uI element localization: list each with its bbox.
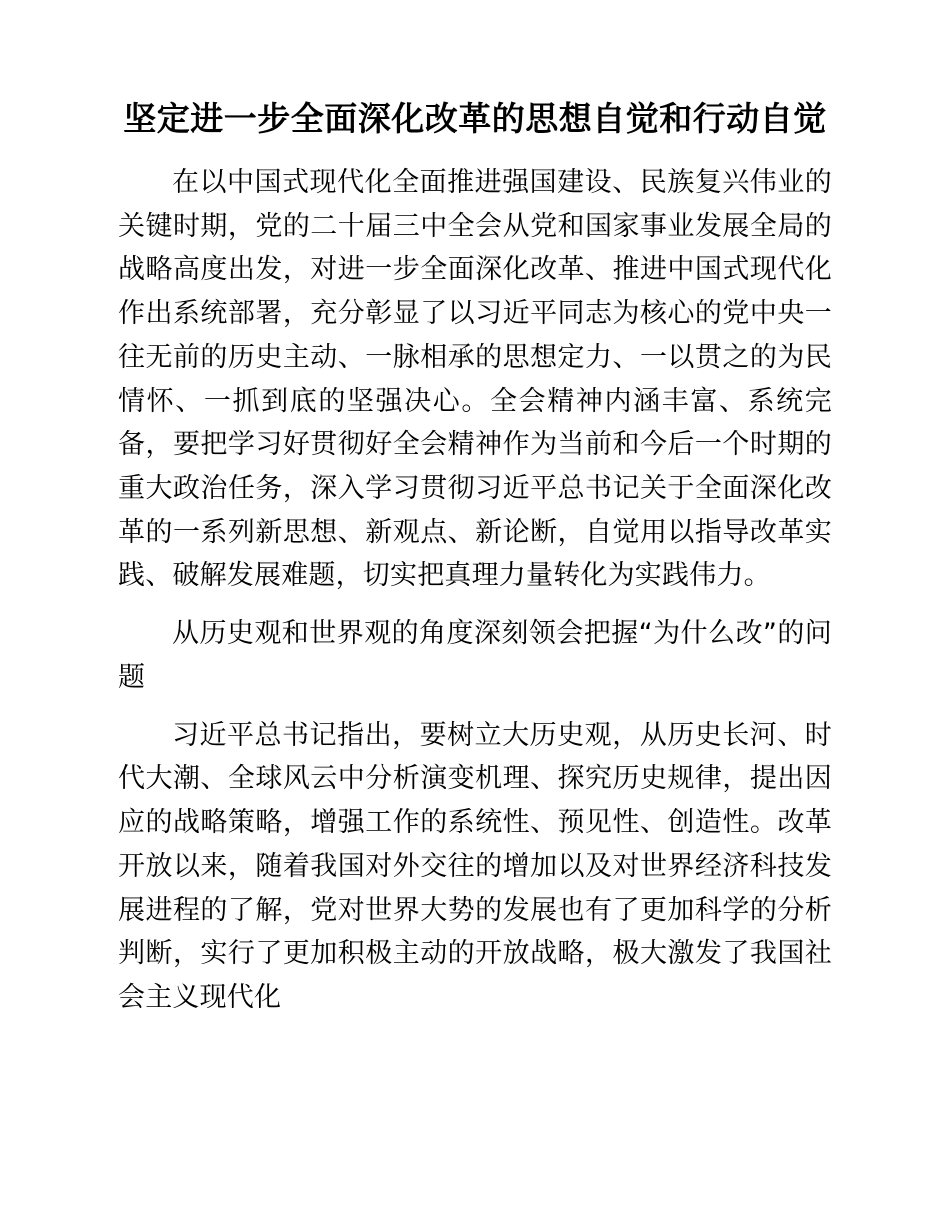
page-title: 坚定进一步全面深化改革的思想自觉和行动自觉 bbox=[123, 99, 827, 138]
paragraph-2: 从历史观和世界观的角度深刻领会把握“为什么改”的问题 bbox=[118, 618, 832, 693]
paragraph-3: 习近平总书记指出，要树立大历史观，从历史长河、时代大潮、全球风云中分析演变机理、探究历史规律，提出因应的战略策略，增强工作的系统性、预见性、创造性。改革开放以来，随着我国对外交往的增加以及对世界经济科技发展进程的了解，党对世界大势的发展也有了更加科学的分析判断，实行了更加积极主动的开放战略，极大激发了我国社会主义现代化 bbox=[118, 719, 832, 1014]
paragraph-1: 在以中国式现代化全面推进强国建设、民族复兴伟业的关键时期，党的二十届三中全会从党和国家事业发展全局的战略高度出发，对进一步全面深化改革、推进中国式现代化作出系统部署，充分彰显了以习近平同志为核心的党中央一往无前的历史主动、一脉相承的思想定力、一以贯之的为民情怀、一抓到底的坚强决心。全会精神内涵丰富、系统完备，要把学习好贯彻好全会精神作为当前和今后一个时期的重大政治任务，深入学习贯彻习近平总书记关于全面深化改革的一系列新思想、新观点、新论断，自觉用以指导改革实践、破解发展难题，切实把真理力量转化为实践伟力。 bbox=[118, 166, 832, 592]
